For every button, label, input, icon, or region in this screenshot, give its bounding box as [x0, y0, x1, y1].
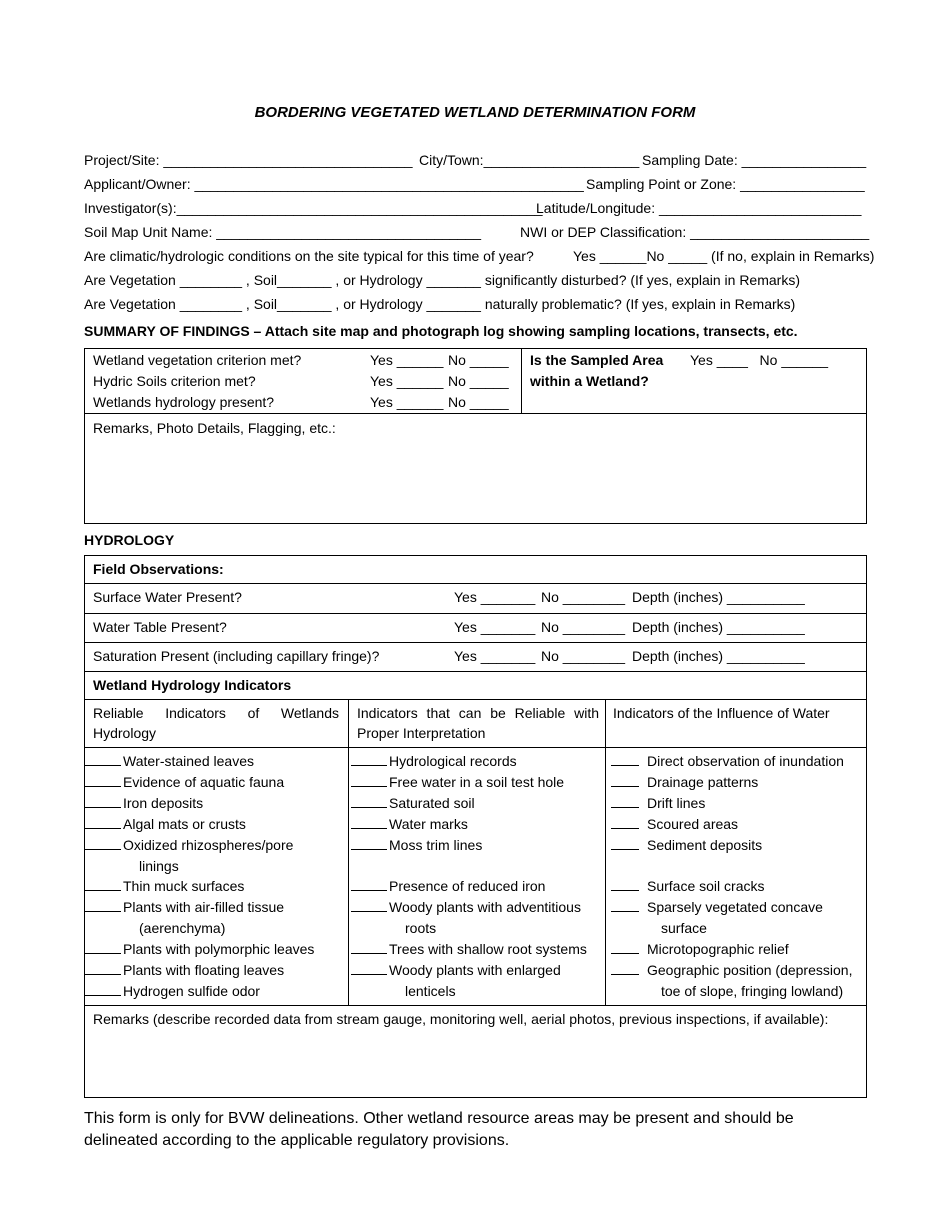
criteria-question: Wetland vegetation criterion met? [93, 352, 302, 368]
checklist-item[interactable]: Oxidized rhizospheres/pore [85, 835, 314, 856]
hydrology-remarks-label: Remarks (describe recorded data from stream gauge, monitoring well, aerial photos, previous inspections, if available): [93, 1011, 829, 1027]
checklist-item[interactable]: Geographic position (depression, [611, 960, 852, 981]
check-blank[interactable] [611, 940, 639, 954]
column-header: Indicators of the Influence of Water [613, 705, 830, 721]
observation-depth[interactable]: Depth (inches) __________ [632, 619, 805, 635]
check-blank[interactable] [611, 752, 639, 766]
sampled-area-panel [522, 349, 867, 414]
latitude-longitude-field[interactable]: Latitude/Longitude: __________________________ [536, 200, 862, 216]
checklist-item[interactable]: Free water in a soil test hole [351, 772, 587, 793]
checklist-item[interactable]: Sparsely vegetated concave [611, 897, 852, 918]
checklist-item[interactable]: Thin muck surfaces [85, 876, 314, 897]
checklist-item[interactable]: Evidence of aquatic fauna [85, 772, 314, 793]
checklist-item[interactable]: Sediment deposits [611, 835, 852, 856]
check-blank[interactable] [351, 898, 387, 912]
checklist-item-continuation: toe of slope, fringing lowland) [661, 982, 844, 999]
check-blank[interactable] [611, 961, 639, 975]
applicant-line[interactable] [84, 174, 867, 198]
observation-label: Water Table Present? [93, 619, 227, 635]
check-blank[interactable] [611, 815, 639, 829]
project-site-field[interactable]: Project/Site: ________________________________ [84, 152, 413, 168]
check-blank[interactable] [351, 940, 387, 954]
criteria-no[interactable]: No _____ [448, 352, 509, 368]
checklist-item[interactable]: Water marks [351, 814, 587, 835]
naturally-problematic-line[interactable] [84, 294, 867, 318]
checklist-item[interactable]: Scoured areas [611, 814, 852, 835]
check-blank[interactable] [351, 773, 387, 787]
climatic-question: Are climatic/hydrologic conditions on the site typical for this time of year? [84, 248, 534, 264]
criteria-no[interactable]: No _____ [448, 394, 509, 410]
checklist-item[interactable]: Iron deposits [85, 793, 314, 814]
applicant-owner-field[interactable]: Applicant/Owner: __________________________________________________ [84, 176, 584, 192]
interpretation-indicators-list [351, 751, 587, 1002]
observation-yes[interactable]: Yes _______ [454, 589, 536, 605]
checklist-item[interactable]: Presence of reduced iron [351, 876, 587, 897]
sampled-no[interactable]: No ______ [759, 352, 829, 368]
sampling-point-field[interactable]: Sampling Point or Zone: ________________ [586, 176, 865, 192]
sampled-area-question: Is the Sampled Area within a Wetland? [530, 352, 664, 389]
significantly-disturbed-line[interactable] [84, 270, 867, 294]
investigator-field[interactable]: Investigator(s):_______________________________________________ [84, 200, 543, 216]
footer-note: This form is only for BVW delineations. Other wetland resource areas may be present and should be delineated according to the applicable regulatory provisions. [84, 1110, 794, 1149]
soil-map-line[interactable] [84, 222, 870, 246]
indicator-columns-header [85, 700, 866, 748]
checklist-item[interactable]: Plants with polymorphic leaves [85, 939, 314, 960]
summary-remarks-label: Remarks, Photo Details, Flagging, etc.: [93, 420, 336, 436]
check-blank[interactable] [611, 773, 639, 787]
column-header: Indicators that can be Reliable with Proper Interpretation [357, 705, 599, 741]
checklist-item[interactable]: Saturated soil [351, 793, 587, 814]
check-blank[interactable] [85, 940, 121, 954]
check-blank[interactable] [85, 815, 121, 829]
checklist-spacer [351, 856, 587, 877]
check-blank[interactable] [611, 877, 639, 891]
check-blank[interactable] [351, 836, 387, 850]
checklist-item[interactable]: Hydrological records [351, 751, 587, 772]
check-blank[interactable] [611, 836, 639, 850]
investigator-line[interactable] [84, 198, 867, 222]
observation-depth[interactable]: Depth (inches) __________ [632, 648, 805, 664]
check-blank[interactable] [351, 752, 387, 766]
project-site-line[interactable] [84, 150, 867, 174]
checklist-item[interactable]: Woody plants with enlarged [351, 960, 587, 981]
observation-row[interactable] [85, 584, 866, 614]
checklist-item[interactable]: Moss trim lines [351, 835, 587, 856]
climatic-yes-no[interactable]: Yes ______No _____ (If no, explain in Remarks) [573, 248, 875, 264]
hydrology-heading: HYDROLOGY [84, 532, 175, 548]
observation-row[interactable] [85, 643, 866, 672]
criteria-yes[interactable]: Yes ______ [370, 373, 444, 389]
criteria-question: Wetlands hydrology present? [93, 394, 275, 410]
checklist-item-continuation: surface [661, 920, 707, 937]
city-town-field[interactable]: City/Town:____________________ [419, 152, 640, 168]
criteria-yes[interactable]: Yes ______ [370, 352, 444, 368]
checklist-item[interactable]: Hydrogen sulfide odor [85, 981, 314, 1002]
checklist-spacer [611, 856, 852, 877]
checklist-item[interactable]: Plants with floating leaves [85, 960, 314, 981]
check-blank[interactable] [351, 961, 387, 975]
checklist-item[interactable]: Drainage patterns [611, 772, 852, 793]
sampled-area-answer[interactable] [690, 350, 828, 371]
check-blank[interactable] [85, 752, 121, 766]
indicators-heading-row [85, 672, 866, 700]
observation-depth[interactable]: Depth (inches) __________ [632, 589, 805, 605]
checklist-item-continuation: roots [405, 920, 437, 937]
observation-yes[interactable]: Yes _______ [454, 648, 536, 664]
check-blank[interactable] [351, 815, 387, 829]
reliable-indicators-list [85, 751, 314, 1002]
observation-label: Surface Water Present? [93, 589, 242, 605]
sampled-yes[interactable]: Yes ____ [690, 352, 748, 368]
climatic-conditions-line[interactable] [84, 246, 875, 270]
check-blank[interactable] [85, 794, 121, 808]
naturally-problematic-text[interactable]: Are Vegetation ________ , Soil_______ , or Hydrology _______ naturally problematic? (If yes, explain in Remarks) [84, 296, 796, 312]
checklist-item[interactable]: Direct observation of inundation [611, 751, 852, 772]
check-blank[interactable] [85, 898, 121, 912]
hydrology-table [84, 555, 867, 1098]
check-blank[interactable] [85, 982, 121, 996]
criteria-no[interactable]: No _____ [448, 373, 509, 389]
check-blank[interactable] [351, 877, 387, 891]
observation-label: Saturation Present (including capillary fringe)? [93, 648, 380, 664]
checklist-item[interactable]: Algal mats or crusts [85, 814, 314, 835]
field-observations-row [85, 556, 866, 584]
nwi-classification-field[interactable]: NWI or DEP Classification: _______________________ [520, 224, 870, 240]
observation-no[interactable]: No ________ [541, 648, 626, 664]
check-blank[interactable] [85, 836, 121, 850]
summary-of-findings-table [84, 348, 867, 524]
checklist-item-continuation: (aerenchyma) [139, 920, 226, 937]
observation-no[interactable]: No ________ [541, 619, 626, 635]
column-header: Reliable Indicators of Wetlands Hydrology [93, 705, 339, 741]
check-blank[interactable] [85, 961, 121, 975]
form-title: BORDERING VEGETATED WETLAND DETERMINATION FORM [254, 104, 696, 121]
significantly-disturbed-text[interactable]: Are Vegetation ________ , Soil_______ , or Hydrology _______ significantly disturbed? (If yes, explain in Remarks) [84, 272, 800, 288]
sampling-date-field[interactable]: Sampling Date: ________________ [642, 152, 867, 168]
checklist-item[interactable]: Trees with shallow root systems [351, 939, 587, 960]
checklist-item[interactable]: Drift lines [611, 793, 852, 814]
check-blank[interactable] [351, 794, 387, 808]
soil-map-unit-field[interactable]: Soil Map Unit Name: __________________________________ [84, 224, 481, 240]
criteria-yes[interactable]: Yes ______ [370, 394, 444, 410]
checklist-item[interactable]: Plants with air-filled tissue [85, 897, 314, 918]
summary-heading: SUMMARY OF FINDINGS – Attach site map and photograph log showing sampling locations, transects, etc. [84, 323, 798, 339]
checklist-item[interactable]: Microtopographic relief [611, 939, 852, 960]
check-blank[interactable] [611, 794, 639, 808]
checklist-item[interactable]: Water-stained leaves [85, 751, 314, 772]
checklist-item-continuation: lenticels [405, 982, 456, 999]
observation-row[interactable] [85, 614, 866, 643]
checklist-item-continuation: linings [139, 857, 179, 874]
criteria-question: Hydric Soils criterion met? [93, 373, 256, 389]
check-blank[interactable] [85, 773, 121, 787]
influence-indicators-list [611, 751, 852, 1002]
checklist-item[interactable]: Surface soil cracks [611, 876, 852, 897]
criteria-panel [85, 349, 522, 414]
check-blank[interactable] [85, 877, 121, 891]
indicators-heading: Wetland Hydrology Indicators [93, 677, 292, 693]
observation-no[interactable]: No ________ [541, 589, 626, 605]
check-blank[interactable] [611, 898, 639, 912]
field-observations-label: Field Observations: [93, 561, 224, 577]
checklist-item[interactable]: Woody plants with adventitious [351, 897, 587, 918]
observation-yes[interactable]: Yes _______ [454, 619, 536, 635]
